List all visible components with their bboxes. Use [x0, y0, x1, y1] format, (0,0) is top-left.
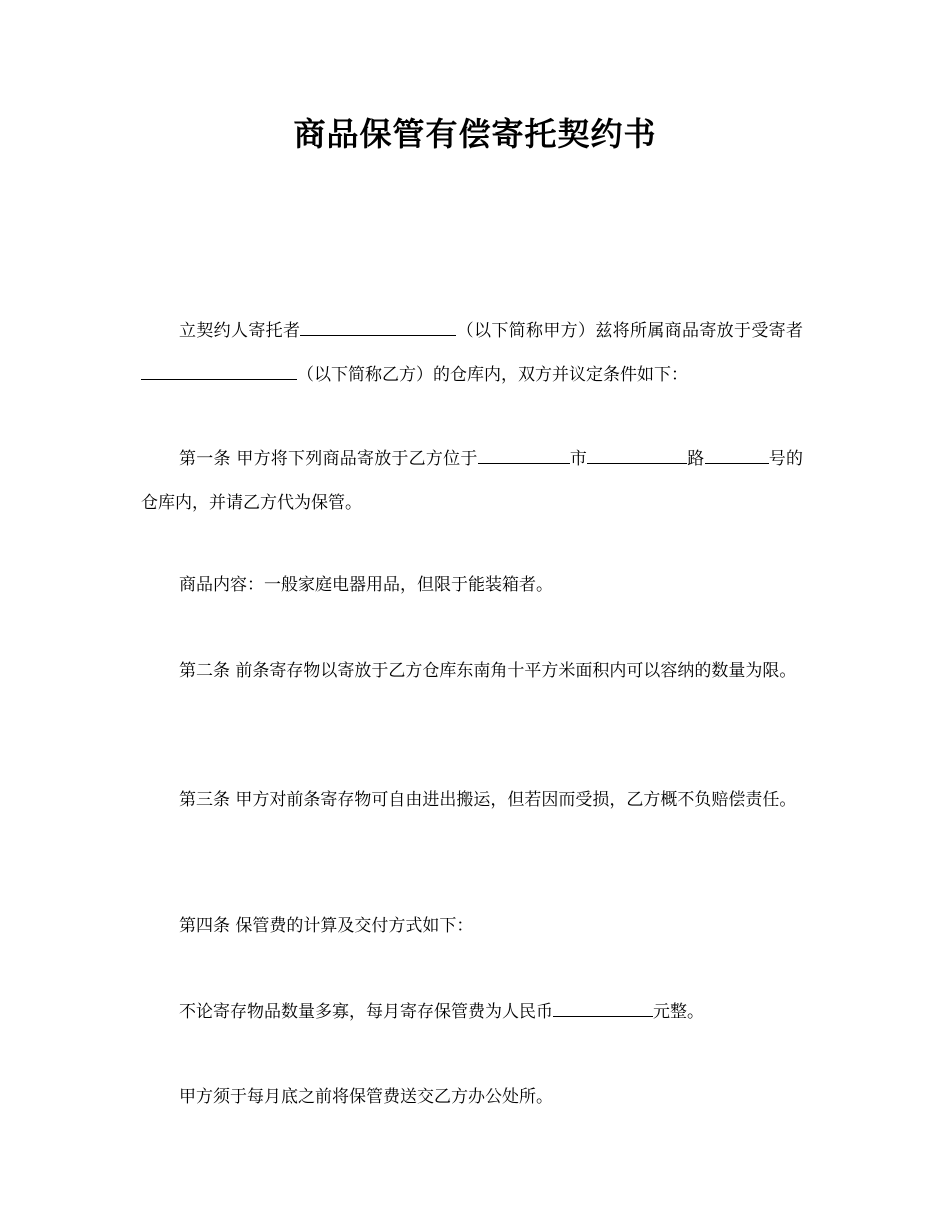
fee-amount-blank — [553, 998, 653, 1017]
payment-paragraph: 甲方须于每月底之前将保管费送交乙方办公处所。 — [179, 1087, 553, 1107]
article-1-text-4: 号的仓库内，并请乙方代为保管。 — [141, 449, 804, 513]
article-1-text-3: 路 — [687, 449, 705, 469]
number-blank — [705, 445, 769, 464]
article-2-paragraph: 第二条 前条寄存物以寄放于乙方仓库东南角十平方米面积内可以容纳的数量为限。 — [179, 661, 797, 681]
article-1-text-2: 市 — [569, 449, 588, 469]
article-3-paragraph: 第三条 甲方对前条寄存物可自由进出搬运，但若因而受损，乙方概不负赔偿责任。 — [179, 790, 797, 810]
goods-paragraph: 商品内容：一般家庭电器用品，但限于能装箱者。 — [179, 575, 553, 595]
fee-paragraph — [141, 990, 803, 1034]
intro-text-2: （以下简称甲方）兹将所属商品寄放于受寄者 — [456, 321, 804, 341]
intro-text-3: （以下简称乙方）的仓库内，双方并议定条件如下： — [297, 365, 688, 385]
article-1-text-1: 第一条 甲方将下列商品寄放于乙方位于 — [179, 449, 478, 469]
article-1-paragraph — [141, 437, 803, 525]
city-blank — [478, 445, 570, 464]
fee-text-1: 不论寄存物品数量多寡，每月寄存保管费为人民币 — [179, 1002, 553, 1022]
intro-paragraph — [141, 309, 803, 397]
fee-text-2: 元整。 — [653, 1002, 704, 1022]
depositor-name-blank — [300, 317, 456, 336]
custodian-name-blank — [141, 361, 297, 380]
document-title: 商品保管有偿寄托契约书 — [293, 115, 657, 153]
intro-text-1: 立契约人寄托者 — [179, 321, 301, 341]
article-4-paragraph: 第四条 保管费的计算及交付方式如下： — [179, 916, 474, 936]
road-blank — [587, 445, 687, 464]
